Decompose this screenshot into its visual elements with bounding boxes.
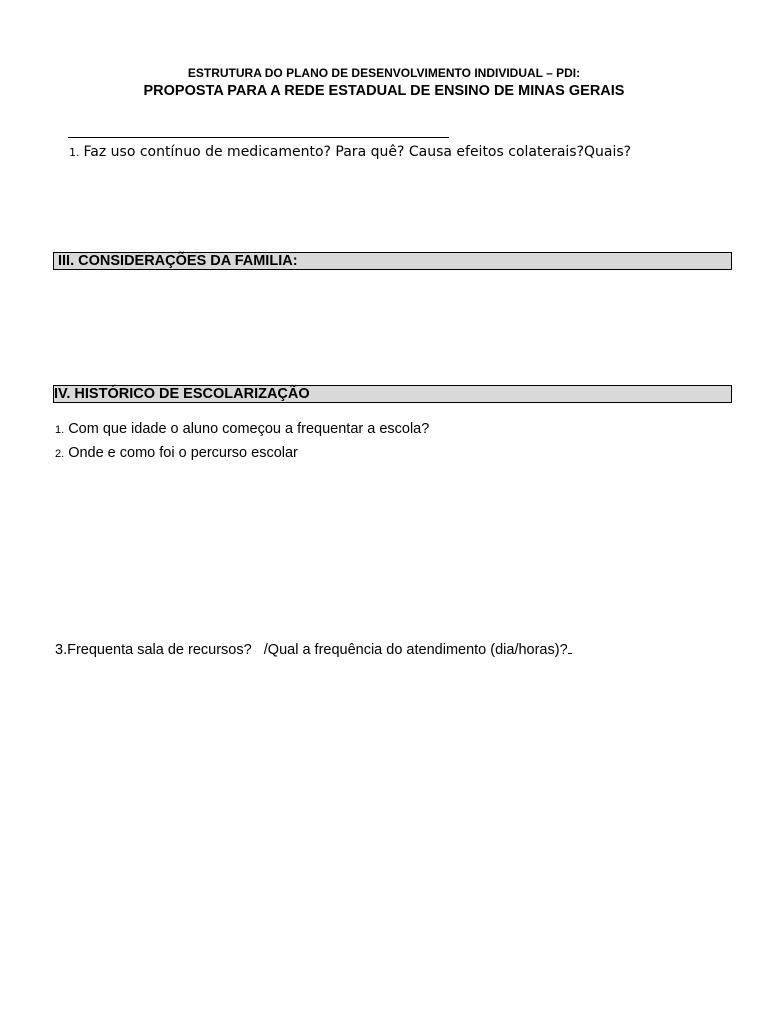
section-heading-family: III. CONSIDERAÇÕES DA FAMILIA: xyxy=(53,252,732,270)
document-title: ESTRUTURA DO PLANO DE DESENVOLVIMENTO INDIVIDUAL – PDI: xyxy=(187,66,581,80)
section-heading-schooling: IV. HISTÓRICO DE ESCOLARIZAÇÃO xyxy=(53,385,732,403)
resource-room-question xyxy=(55,640,572,659)
medication-question xyxy=(69,143,631,162)
answer-blank[interactable] xyxy=(568,640,572,654)
question-text: Faz uso contínuo de medicamento? Para quê? Causa efeitos colaterais?Quais? xyxy=(83,144,632,160)
horizontal-rule xyxy=(68,137,449,138)
item-number: 2. xyxy=(55,448,65,460)
item-text: 3.Frequenta sala de recursos? /Qual a frequência do atendimento (dia/horas)? xyxy=(55,642,568,658)
list-item xyxy=(55,420,429,439)
document-subtitle: PROPOSTA PARA A REDE ESTADUAL DE ENSINO DE MINAS GERAIS xyxy=(143,83,625,99)
item-number: 1. xyxy=(55,424,65,436)
item-text: Com que idade o aluno começou a frequentar a escola? xyxy=(68,421,430,437)
list-item xyxy=(55,444,298,463)
item-text: Onde e como foi o percurso escolar xyxy=(68,445,298,461)
question-number: 1. xyxy=(69,146,80,159)
